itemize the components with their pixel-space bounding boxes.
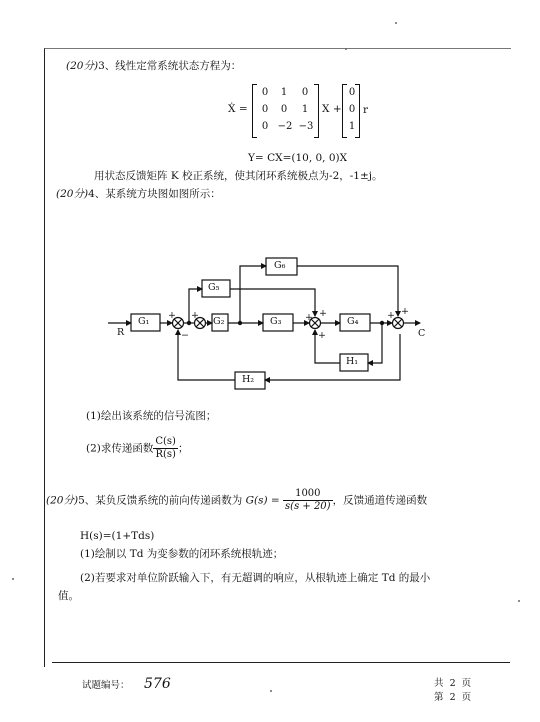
wire-to-h2	[265, 334, 400, 380]
q4-sub2	[86, 436, 188, 461]
sign-sum3-top: +	[319, 308, 327, 319]
pickoff-node-h1	[380, 321, 384, 325]
matrix-a-cell: 0	[261, 121, 269, 132]
wire-g6-to-sum4	[297, 266, 398, 316]
pickoff-node-g5	[187, 321, 191, 325]
page-current-label: 第	[434, 692, 444, 703]
block-g1: G₁	[138, 316, 150, 327]
q5-g-num: 1000	[283, 488, 333, 501]
q5-sub2-line2: 值。	[58, 590, 79, 602]
q3-output-equation: Y= CX=(10, 0, 0)X	[248, 152, 348, 164]
page-current-value: 2	[449, 692, 456, 703]
q4-fraction-num: C(s)	[155, 436, 176, 447]
wire-g5-to-sum3	[230, 289, 315, 316]
block-h1: H₁	[346, 356, 359, 367]
q3-xdot: Ẋ =	[228, 103, 248, 115]
block-g3: G₃	[270, 316, 282, 327]
q5-score: (20分)	[46, 494, 79, 507]
q4-score: (20分)	[56, 188, 89, 200]
q4-sub2-prefix: (2)求传递函数	[86, 442, 154, 455]
sign-sum2-in: +	[191, 310, 199, 321]
q5-g-fraction	[283, 488, 333, 513]
matrix-a-cell: 0	[261, 87, 269, 98]
q3-line2: 用状态反馈矩阵 K 校正系统，使其闭环系统极点为-2，-1±j。	[94, 170, 383, 182]
page-total	[434, 678, 471, 689]
sign-sum1-fb: −	[181, 330, 189, 341]
matrix-a-cell: −3	[298, 121, 314, 132]
block-g6: G₆	[274, 260, 286, 271]
matrix-a-cell: 1	[301, 104, 309, 115]
wire-to-g6	[240, 266, 266, 323]
block-g4: G₄	[347, 316, 359, 327]
matrix-a-cell: 0	[261, 104, 269, 115]
matrix-b-cell: 0	[348, 104, 356, 115]
footer-rule	[52, 662, 510, 663]
q5-g-lhs: G(s) =	[245, 494, 280, 507]
q5-sub2-line1: (2)若要求对单位阶跃输入下，有无超调的响应，从根轨迹上确定 Td 的最小	[80, 572, 431, 584]
sign-sum1-in: +	[168, 310, 176, 321]
q4-sub2-suffix: ；	[177, 442, 189, 455]
exam-code-label: 试题编号：	[82, 680, 130, 691]
q3-input-symbol: r	[363, 104, 369, 116]
q3-x-plus: X +	[322, 103, 342, 115]
matrix-a-cell: −2	[277, 121, 293, 132]
q4-transfer-fraction	[153, 436, 178, 461]
diagram-output-label: C	[418, 328, 426, 339]
matrix-b-cell: 0	[348, 87, 356, 98]
exam-code-value: 576	[144, 676, 171, 692]
sign-sum4-top: +	[401, 306, 409, 317]
q4-fraction-den: R(s)	[155, 449, 176, 460]
q5-sub1: (1)绘制以 Td 为变参数的闭环系统根轨迹；	[80, 548, 284, 560]
sign-sum3-in: +	[305, 312, 313, 323]
q5-heading	[46, 488, 427, 513]
q5-hs: H(s)=(1+Tds)	[80, 530, 155, 542]
q4-text: 4、某系统方块图如图所示：	[88, 188, 221, 200]
q5-text-a: 5、某负反馈系统的前向传递函数为	[78, 494, 243, 507]
sign-sum3-fb: +	[318, 330, 326, 341]
q3-text: 3、线性定常系统状态方程为：	[98, 60, 242, 72]
pickoff-node-g6	[238, 321, 242, 325]
q5-text-b: ，反馈通道传递函数	[332, 494, 428, 507]
page-total-unit: 页	[461, 678, 472, 689]
q5-g-den: s(s + 20)	[285, 501, 331, 512]
matrix-a-cell: 1	[280, 87, 288, 98]
diagram-input-label: R	[117, 327, 125, 338]
sign-sum4-in: +	[387, 310, 395, 321]
page-current-unit: 页	[461, 692, 472, 703]
matrix-a-cell: 0	[280, 104, 288, 115]
block-g5: G₅	[208, 282, 220, 293]
matrix-a-cell: 0	[301, 87, 309, 98]
page-total-label: 共	[434, 678, 444, 689]
page-current	[434, 692, 471, 703]
page-total-value: 2	[449, 678, 456, 689]
q4-sub1: (1)绘出该系统的信号流图；	[86, 410, 217, 422]
q3-score: (20分)	[66, 60, 99, 72]
matrix-b-cell: 1	[348, 121, 356, 132]
block-h2: H₂	[242, 374, 255, 385]
block-g2: G₂	[213, 316, 225, 327]
